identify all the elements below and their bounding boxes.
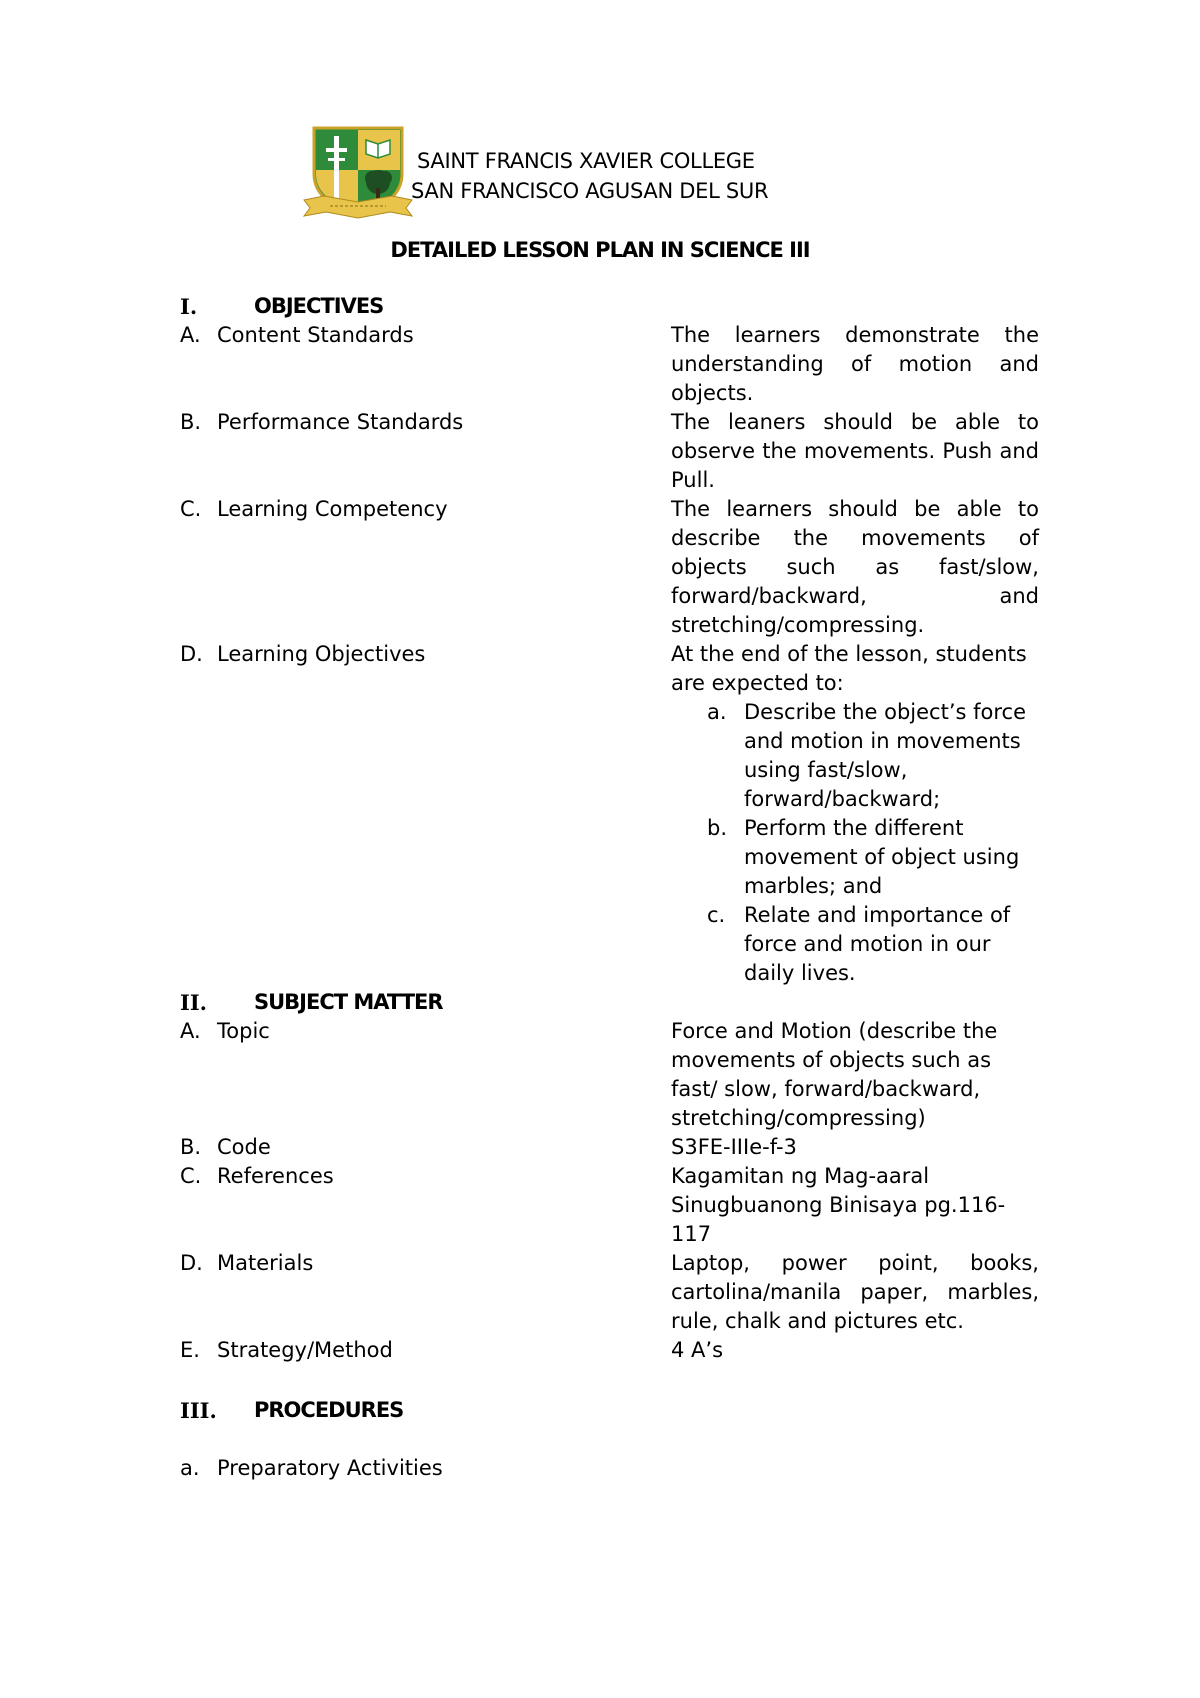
section-procedures-heading bbox=[180, 1396, 1040, 1425]
lesson-plan-body bbox=[180, 292, 1040, 1483]
list-item-text: Relate and importance of force and motion in our daily lives. bbox=[744, 903, 1011, 985]
list-item-letter: c. bbox=[707, 903, 726, 927]
school-seal-icon bbox=[300, 122, 416, 222]
document-title: DETAILED LESSON PLAN IN SCIENCE III bbox=[390, 238, 810, 262]
item-value: The leaners should be able to observe the movements. Push and Pull. bbox=[671, 410, 1039, 492]
item-letter: A. bbox=[180, 323, 201, 347]
item-value: The learners should be able to describe the movements of objects such as fast/slow, forward/backward, and stretching/compressing. bbox=[671, 497, 1039, 637]
item-label: Learning Competency bbox=[217, 497, 448, 521]
school-location: SAN FRANCISCO AGUSAN DEL SUR bbox=[411, 179, 769, 203]
item-label: Materials bbox=[217, 1251, 314, 1275]
item-letter: B. bbox=[180, 410, 202, 434]
item-letter: D. bbox=[180, 1251, 203, 1275]
item-value: S3FE-IIIe-f-3 bbox=[671, 1135, 797, 1159]
row-content-standards bbox=[180, 321, 1040, 408]
item-label: Strategy/Method bbox=[217, 1338, 393, 1362]
item-value: At the end of the lesson, students are expected to: bbox=[671, 642, 1027, 695]
section-number: III. bbox=[180, 1398, 217, 1423]
item-letter: C. bbox=[180, 1164, 202, 1188]
learning-objectives-list bbox=[671, 698, 1039, 988]
list-item-text: Perform the different movement of object using marbles; and bbox=[744, 816, 1020, 898]
item-label: Content Standards bbox=[217, 323, 414, 347]
row-performance-standards bbox=[180, 408, 1040, 495]
item-letter: E. bbox=[180, 1338, 200, 1362]
row-references bbox=[180, 1162, 1040, 1249]
row-code bbox=[180, 1133, 1040, 1162]
item-value: Laptop, power point, books, cartolina/manila paper, marbles, rule, chalk and pictures etc. bbox=[671, 1251, 1039, 1333]
section-title: SUBJECT MATTER bbox=[254, 990, 443, 1014]
item-label: Learning Objectives bbox=[217, 642, 426, 666]
row-strategy-method bbox=[180, 1336, 1040, 1365]
row-topic bbox=[180, 1017, 1040, 1133]
row-learning-objectives bbox=[180, 640, 1040, 988]
item-value: 4 A’s bbox=[671, 1338, 724, 1362]
item-label: Code bbox=[217, 1135, 271, 1159]
list-item bbox=[707, 901, 1039, 988]
section-number: I. bbox=[180, 294, 198, 319]
row-preparatory-activities bbox=[180, 1454, 1040, 1483]
row-learning-competency bbox=[180, 495, 1040, 640]
section-objectives-heading bbox=[180, 292, 1040, 321]
list-item bbox=[707, 698, 1039, 814]
item-letter: C. bbox=[180, 497, 202, 521]
item-value: The learners demonstrate the understanding of motion and objects. bbox=[671, 323, 1039, 405]
item-letter: B. bbox=[180, 1135, 202, 1159]
item-letter: a. bbox=[180, 1456, 200, 1480]
item-label: References bbox=[217, 1164, 334, 1188]
item-value: Kagamitan ng Mag-aaral Sinugbuanong Binisaya pg.116-117 bbox=[671, 1164, 1006, 1246]
item-letter: A. bbox=[180, 1019, 201, 1043]
item-value: Force and Motion (describe the movements of objects such as fast/ slow, forward/backward, stretching/compressing) bbox=[671, 1019, 998, 1130]
section-subject-matter-heading bbox=[180, 988, 1040, 1017]
document-header bbox=[300, 122, 900, 226]
list-item bbox=[707, 814, 1039, 901]
list-item-letter: b. bbox=[707, 816, 728, 840]
school-info bbox=[411, 146, 768, 206]
list-item-text: Describe the object’s force and motion in movements using fast/slow, forward/backward; bbox=[744, 700, 1026, 811]
item-letter: D. bbox=[180, 642, 203, 666]
section-title: PROCEDURES bbox=[254, 1398, 404, 1422]
item-label: Preparatory Activities bbox=[217, 1456, 443, 1480]
school-name: SAINT FRANCIS XAVIER COLLEGE bbox=[417, 149, 755, 173]
list-item-letter: a. bbox=[707, 700, 727, 724]
section-title: OBJECTIVES bbox=[254, 294, 384, 318]
item-label: Topic bbox=[217, 1019, 270, 1043]
item-label: Performance Standards bbox=[217, 410, 464, 434]
section-number: II. bbox=[180, 990, 207, 1015]
row-materials bbox=[180, 1249, 1040, 1336]
